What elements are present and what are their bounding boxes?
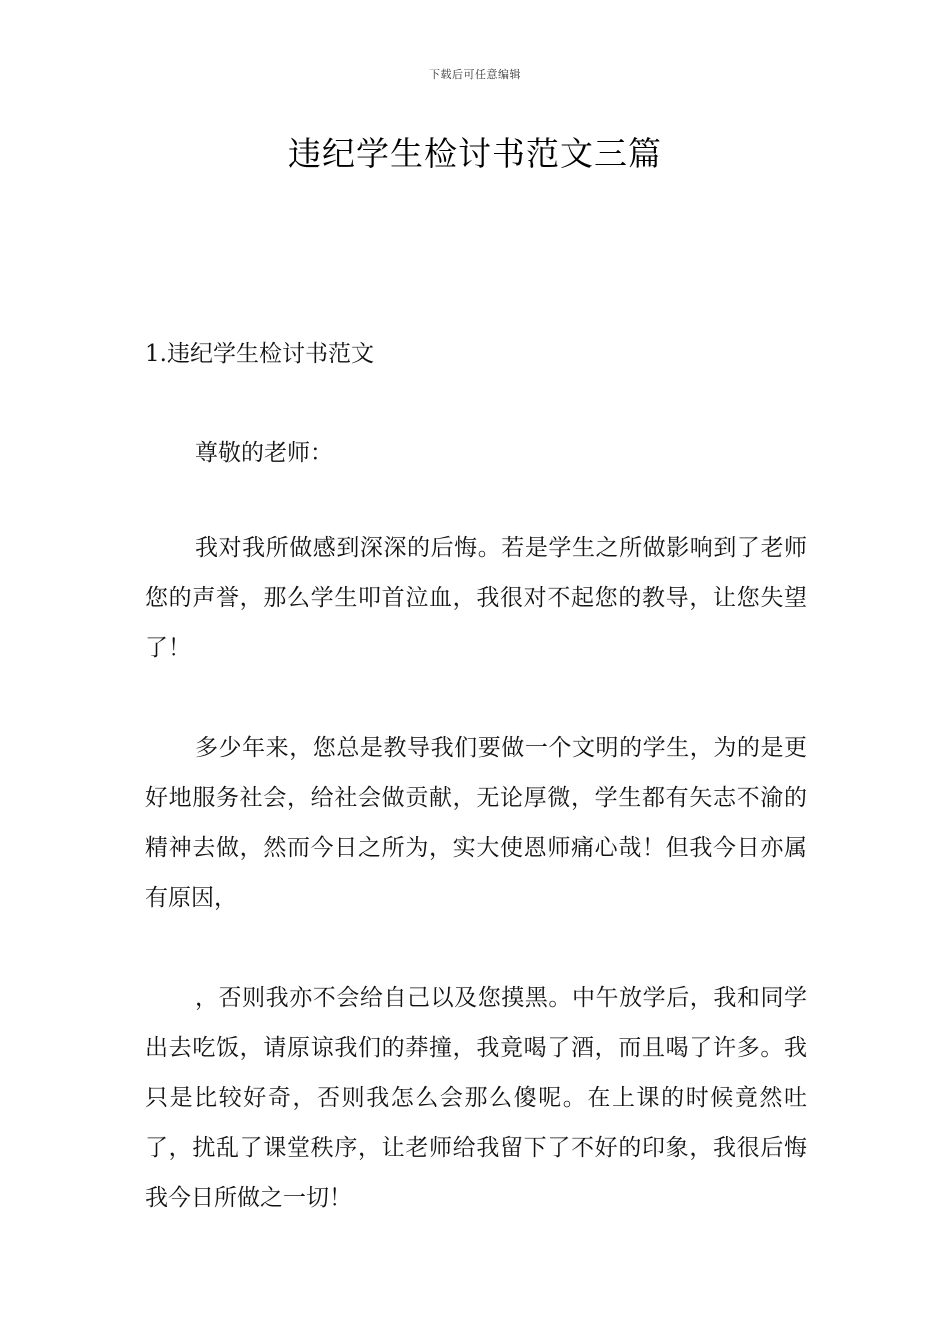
- salutation: 尊敬的老师：: [195, 440, 333, 466]
- paragraph-3: ，否则我亦不会给自己以及您摸黑。中午放学后，我和同学出去吃饭，请原谅我们的莽撞，我竟喝了酒，而且喝了许多。我只是比较好奇，否则我怎么会那么傻呢。在上课的时候竟然吐了，扰乱了课堂秩序，让老师给我留下了不好的印象，我很后悔我今日所做之一切！: [145, 985, 807, 1211]
- section-heading: 1.违纪学生检讨书范文: [145, 341, 374, 367]
- paragraph-2: 多少年来，您总是教导我们要做一个文明的学生，为的是更好地服务社会，给社会做贡献，无论厚微，学生都有矢志不渝的精神去做，然而今日之所为，实大使恩师痛心哉！但我今日亦属有原因，: [145, 735, 807, 911]
- header-note: 下载后可任意编辑: [429, 68, 521, 81]
- document-title: 违纪学生检讨书范文三篇: [288, 134, 662, 173]
- paragraph-1: 我对我所做感到深深的后悔。若是学生之所做影响到了老师您的声誉，那么学生叩首泣血，我很对不起您的教导，让您失望了！: [145, 535, 807, 661]
